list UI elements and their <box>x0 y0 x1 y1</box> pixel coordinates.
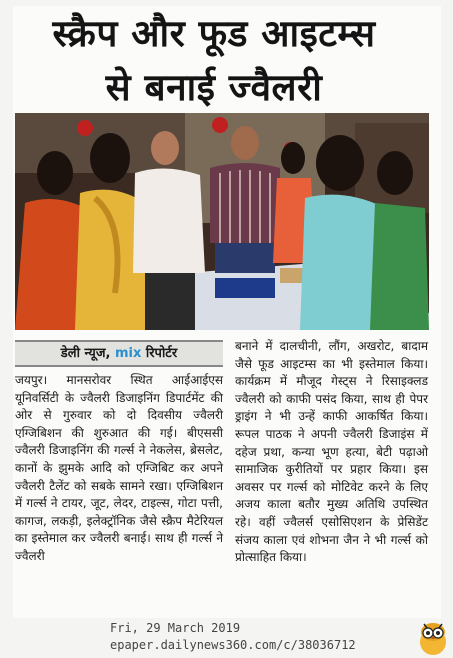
exhibition-photo <box>15 113 429 330</box>
byline <box>15 340 223 367</box>
byline-suffix: रिपोर्टर <box>141 346 178 361</box>
owl-logo-icon <box>418 620 448 656</box>
headline-line-1: स्क्रैप और फूड आइटम्स <box>52 12 376 55</box>
byline-brand: mix <box>114 346 142 361</box>
headline-line-2: से बनाई ज्वैलरी <box>105 66 323 109</box>
footer-dateline <box>110 620 356 654</box>
byline-prefix: डेली न्यूज, <box>60 346 115 361</box>
footer-url: epaper.dailynews360.com/c/38036712 <box>110 638 356 652</box>
article-column-right: बनाने में दालचीनी, लौंग, अखरोट, बादाम जैसे फूड आइटम्स का भी इस्तेमाल किया। कार्यक्रम में मौजूद गेस्ट्स ने रिसाइक्लड ज्वैलरी को काफी पसंद किया, साथ ही पेपर ड्राइंग ने भी उन्हें काफी आकर्षित किया। रूपल पाठक ने अपनी ज्वैलरी डिजाइंस में दहेज प्रथा, कन्या भूण हत्या, बेटी पढ़ाओ सामाजिक कुरीतियों पर प्रहार किया। इस अवसर पर गर्ल्स को मोटिवेट करने के लिए अजय काला बतौर मुख्य अतिथि उपस्थित रहे। वहीं ज्वैलर्स एसोसिएशन के प्रेसिडेंट संजय काला एवं शोभना जैन ने भी गर्ल्स को प्रोत्साहित किया। <box>235 339 428 565</box>
exhibition-photo-illustration <box>15 113 429 330</box>
footer-date: Fri, 29 March 2019 <box>110 621 241 635</box>
article-column-left: जयपुर। मानसरोवर स्थित आईआईएस यूनिवर्सिटी के ज्वैलरी डिजाइनिंग डिपार्टमेंट की ओर से गुरुवार को दो दिवसीय ज्वैलरी एग्जिबिशन की शुरुआत की गई। बीएससी ज्वैलरी डिजाइनिंग की गर्ल्स ने नेकलेस, ब्रेसलेट, कानों के झुमके आदि को एग्जिबिट कर अपने ज्वैलरी टैलेंट को सबके सामने रखा। एग्जिबिशन में गर्ल्स ने टायर, जूट, लेदर, टाइल्स, गोटा पत्ती, कागज, लकड़ी, इलेक्ट्रॉनिक जैसे स्क्रैप मैटेरियल का इस्तेमाल कर ज्वैलरी बनाई। साथ ही गर्ल्स ने ज्वैलरी <box>15 373 223 563</box>
